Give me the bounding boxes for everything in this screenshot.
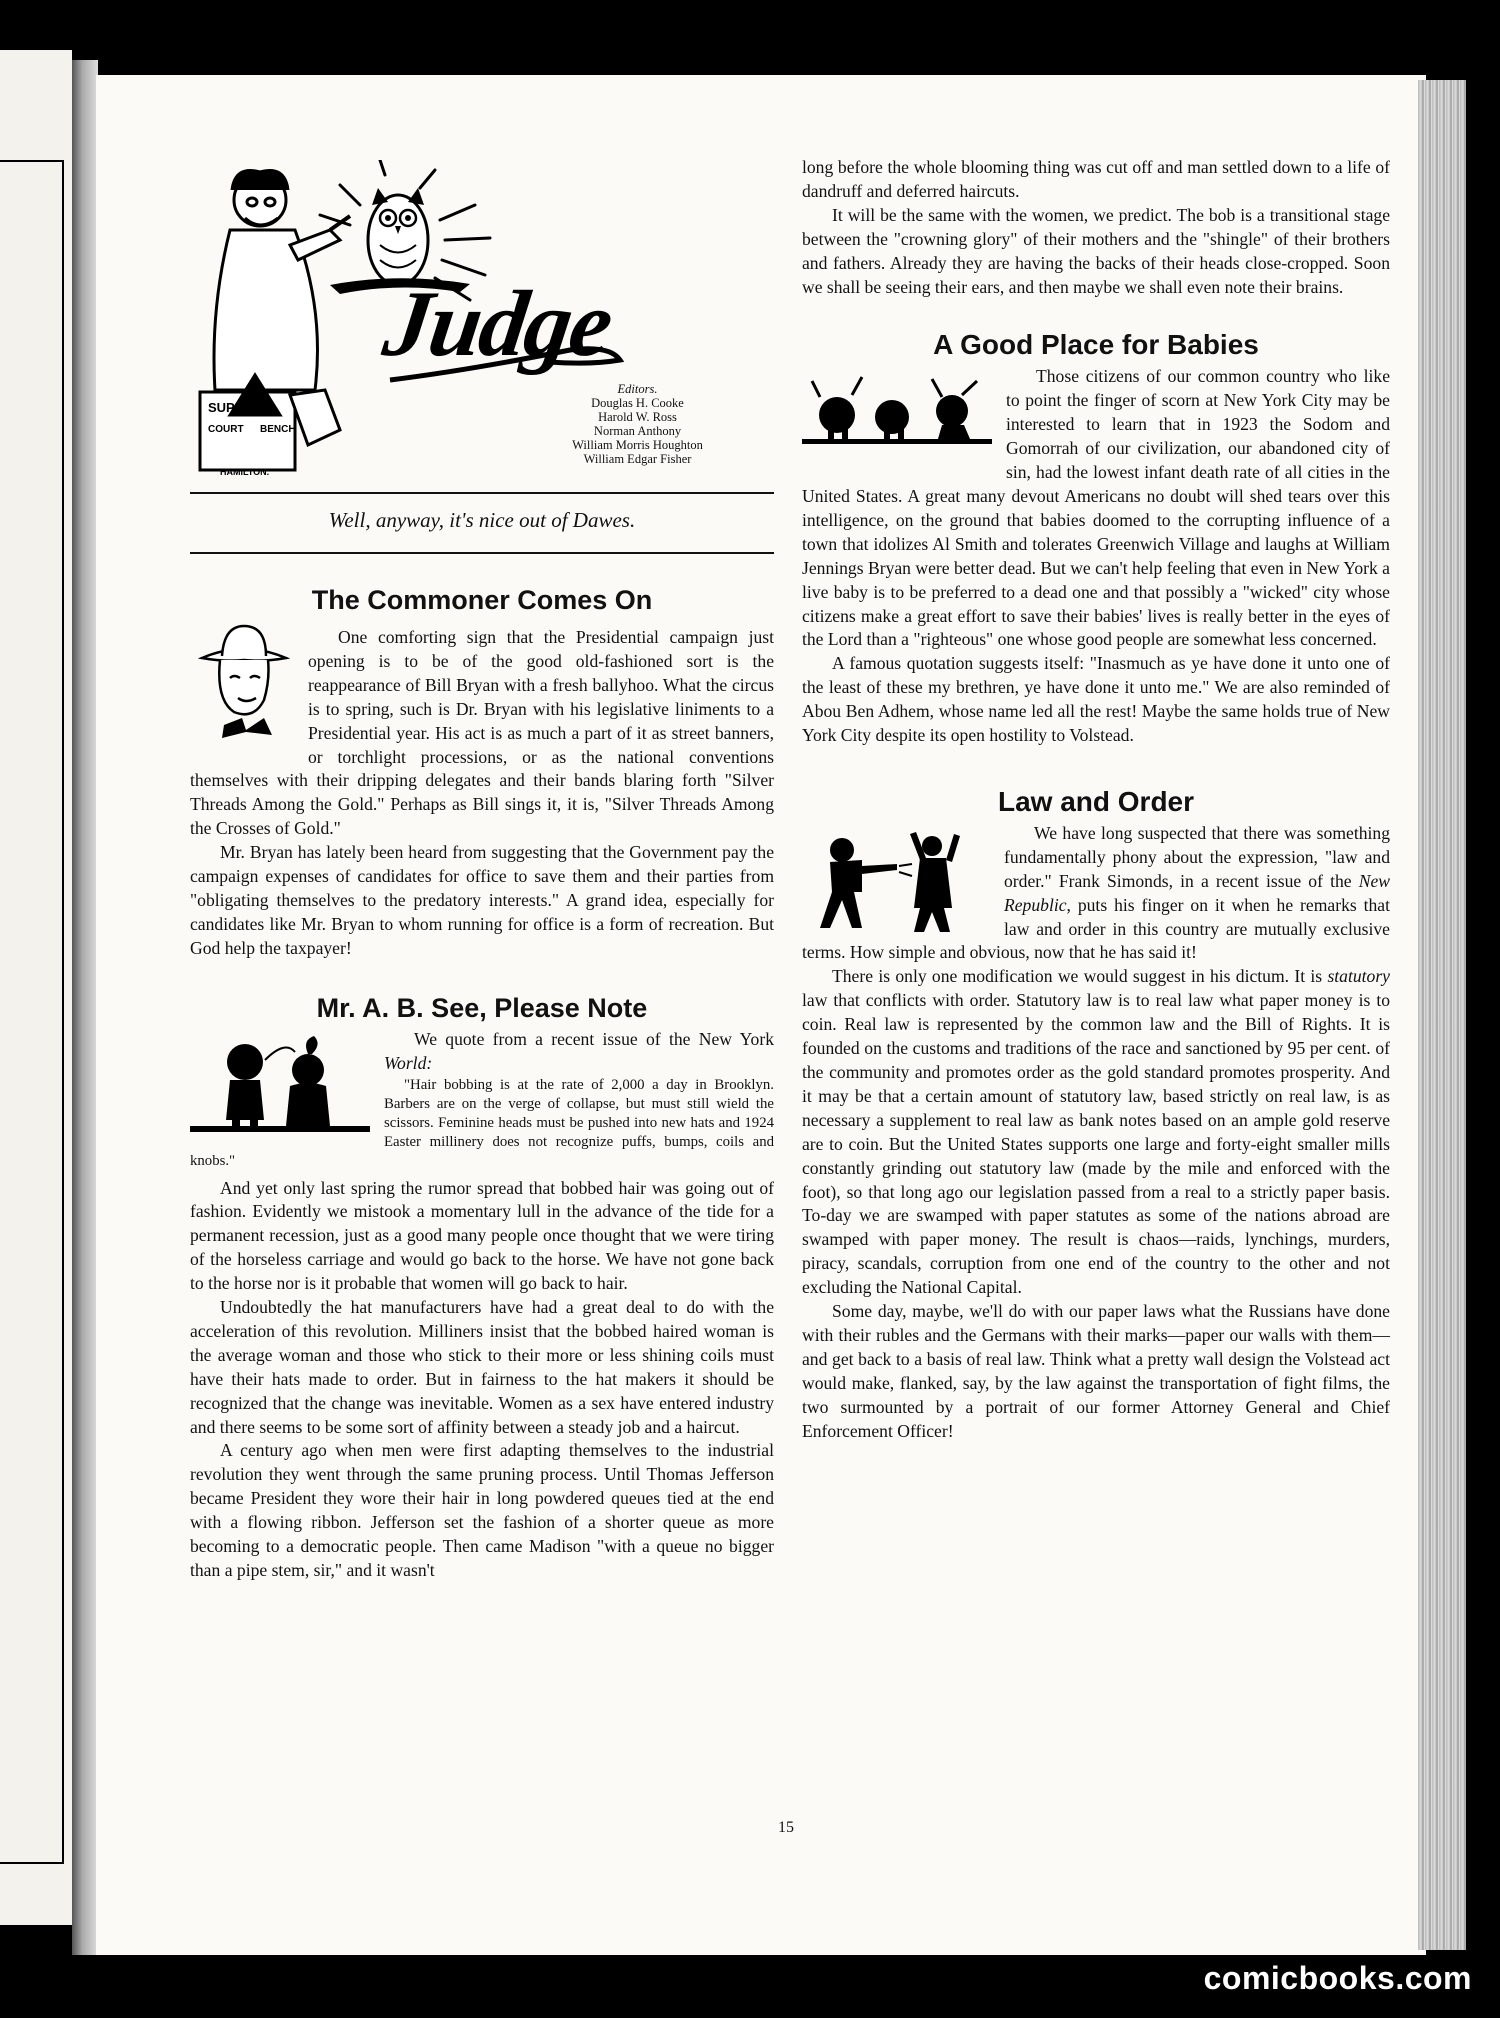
site-watermark: comicbooks.com	[1203, 1960, 1472, 1996]
absee-quote: "Hair bobbing is at the rate of 2,000 a day in Brooklyn. Barbers are on the verge of collapse, but must still wield the scissors. Feminine heads must be pushed into new hats and 1924 Easter millinery does not recognize puffs, bumps, coils and knobs."	[190, 1076, 774, 1169]
editor-name: Harold W. Ross	[598, 410, 677, 424]
editor-name: William Edgar Fisher	[583, 452, 692, 466]
page-number: 15	[778, 1819, 794, 1836]
left-column	[190, 585, 774, 1583]
law-emphasis-statutory: statutory	[1327, 966, 1390, 987]
absee-intro-text: We quote from a recent issue of the New York	[414, 1028, 774, 1049]
absee-intro-source: World:	[384, 1052, 433, 1073]
article-title-babies: A Good Place for Babies	[933, 329, 1259, 361]
article-title-absee: Mr. A. B. See, Please Note	[316, 992, 648, 1023]
book-spine	[72, 60, 98, 1955]
masthead	[190, 160, 774, 490]
editor-name: Norman Anthony	[593, 424, 682, 438]
absee-paragraph-2: Undoubtedly the hat manufacturers have had a great deal to do with the acceleration of this revolution. Milliners insist that the bobbed haired woman is the average woman and those who stick to their more or less shining coils must have their hats made to order. But in fairness to the hat makers it should be recognized that the change was inevitable. Women as a sex have entered industry and there seems to be some sort of affinity between a steady job and a haircut.	[190, 1297, 774, 1437]
page-edges	[1418, 80, 1466, 1950]
law-paragraph-2	[802, 965, 1390, 1300]
absee-paragraph-3: A century ago when men were first adapting themselves to the industrial revolution they went through the same pruning process. Until Thomas Jefferson became President they wore their hair in long powdered queues tied at the end with a flowing ribbon. Jefferson set the fashion of a shorter queue as more becoming to a democratic people. Then came Madison "with a queue no bigger than a pipe stem, sir," and it wasn't	[190, 1440, 774, 1580]
editor-name: William Morris Houghton	[572, 438, 703, 452]
bobbed-hair-silhouette-illustration	[190, 1030, 370, 1140]
absee-continuation-2: It will be the same with the women, we predict. The bob is a transitional stage between the "crowning glory" of their mothers and the "shingle" of their brothers and fathers. Already they are having the backs of their heads close-cropped. Soon we shall be seeing their ears, and then maybe we shall even note their brains.	[802, 204, 1390, 297]
article-title-commoner: The Commoner Comes On	[311, 585, 653, 615]
law-paragraph-3: Some day, maybe, we'll do with our paper laws what the Russians have done with their rubles and the Germans with their marks—paper our walls with them—and get back to a basis of real law. Think what a pretty wall design the Volstead act would make, flanked, say, by the law against the transportation of fight films, the two surmounted by a portrait of our former Attorney General and Chief Enforcement Officer!	[802, 1301, 1390, 1441]
bench-sign-line1: SUPREME	[208, 400, 273, 415]
masthead-title: Judge	[377, 272, 618, 376]
masthead-tagline: Well, anyway, it's nice out of Dawes.	[328, 508, 636, 532]
law-paragraph-1b: , puts his finger on it when he remarks that law and order in this country are mutually exclusive terms. How simple and obvious, now that he has said it!	[802, 894, 1390, 963]
bryan-caricature-illustration	[194, 620, 294, 748]
previous-page-frame	[0, 160, 64, 1864]
editors-list	[545, 382, 730, 466]
law-paragraph-2a: There is only one modification we would suggest in his dictum. It is	[832, 966, 1328, 987]
editors-heading: Editors.	[617, 382, 658, 396]
running-babies-silhouette-illustration	[802, 367, 992, 457]
commoner-paragraph-1: One comforting sign that the Presidential campaign just opening is to be of the good old-fashioned sort is the reappearance of Bill Bryan with a fresh ballyhoo. What the circus is to spring, such is Dr. Bryan with his legislative liniments to a Presidential year. His act is as much a part of it as street banners, or torchlight processions, or as the national conventions themselves with their dripping delegates and their bands blaring forth "Silver Threads Among the Gold." Perhaps as Bill sings it, it is, "Silver Threads Among the Crosses of Gold."	[190, 627, 774, 839]
tagline-rule	[190, 552, 774, 554]
commoner-paragraph-2: Mr. Bryan has lately been heard from suggesting that the Government pay the campaign expenses of candidates for office to save them and their parties from "obligating themselves to the predatory interests." A grand idea, especially for candidates like Mr. Bryan to whom running for office is a form of recreation. But God help the taxpayer!	[190, 842, 774, 958]
previous-page-edge	[0, 50, 72, 1925]
law-paragraph-2b: law that conflicts with order. Statutory law is to real law what paper money is to coin. Real law is represented by the common law and the Bill of Rights. It is founded on the customs and traditions of the race and sanctioned by 95 per cent. of the community and promotes order as the gold standard promotes prosperity. And it may be that a certain amount of statutory law, based strictly on real law, is as necessary a supplement to real law as bank notes based on an ample gold reserve are to coin. But the United States supports one large and forty-eight smaller mills constantly grinding out statutory law (made by the mile and enforced with the foot), so that long ago our legislation passed from a real to a strictly paper basis. To-day we are swamped with paper statutes as some of the nations abroad are swamped with paper money. The result is chaos—raids, lynchings, murders, piracy, scandals, corruption from one end of the country to the other and not excluding the National Capital.	[802, 990, 1390, 1298]
bench-sign-line2: COURT	[208, 424, 244, 435]
masthead-rule	[190, 492, 774, 494]
article-title-law: Law and Order	[997, 785, 1195, 817]
absee-paragraph-1: And yet only last spring the rumor spread that bobbed hair was going out of fashion. Evidently we mistook a momentary lull in the advance of the tide for a permanent recession, just as a good many people once thought that we were tiring of the horseless carriage and would go back to the horse. We have not gone back to the horse nor is it probable that women will go back to hair.	[190, 1177, 774, 1294]
absee-continuation-1: long before the whole blooming thing was cut off and man settled down to a life of dandruff and deferred haircuts.	[802, 157, 1390, 201]
babies-paragraph-2: A famous quotation suggests itself: "Inasmuch as ye have done it unto one of the least of these my brethren, ye have done it unto me." We are also reminded of Abou Ben Adhem, whose name led all the rest! Maybe the same holds true of New York City despite its open hostility to Volstead.	[802, 653, 1390, 746]
babies-paragraph-1: Those citizens of our common country who like to point the finger of scorn at New York City may be interested to learn that in 1923 the Sodom and Gomorrah of our civilization, our abandoned city of sin, had the lowest infant death rate of all cities in the United States. A great many devout Americans no doubt will shed tears over this intelligence, on the ground that babies doomed to the corrupting influence of a town that idolizes Al Smith and tolerates Greenwich Village and laughs at William Jennings Bryan were better dead. But we can't help feeling that even in New York a live baby is to be preferred to a dead one and that possibly a "wicked" city whose citizens make a great effort to save their babies' lives is really better in the eyes of the Lord than a "righteous" one whose good people are somewhat less concerned.	[802, 366, 1390, 650]
law-paragraph-1a: We have long suspected that there was something fundamentally phony about the expression, "law and order." Frank Simonds, in a recent issue of the	[1004, 822, 1390, 891]
gunman-silhouette-illustration	[802, 828, 990, 932]
right-column	[802, 156, 1390, 1444]
editor-name: Douglas H. Cooke	[591, 396, 684, 410]
law-publication-name: New Republic	[1004, 870, 1390, 915]
bench-sign-line3: BENCH	[260, 424, 296, 435]
artist-signature: HAMILTON.	[220, 467, 270, 477]
